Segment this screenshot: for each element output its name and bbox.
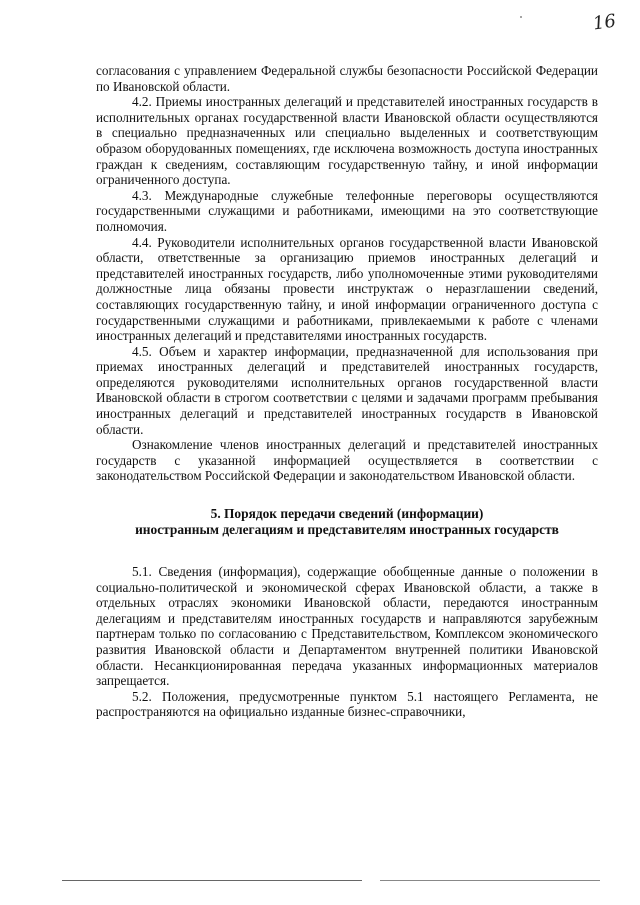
paragraph-4-5: 4.5. Объем и характер информации, предназначенной для использования при приемах иностранных делегаций и представителей иностранных государств, определяются руководителями исполнительных органов государственной власти Ивановской области в строгом соответствии с целями и задачами программ пребывания иностранных делегаций и представителей иностранных государств в Ивановской области. xyxy=(96,343,598,437)
section-5-heading-line-2: иностранным делегациям и представителям иностранных государств xyxy=(135,522,559,538)
page-number: 16 xyxy=(591,10,618,35)
paragraph-familiarization: Ознакомление членов иностранных делегаций и представителей иностранных государств с указанной информацией осуществляется в соответствии с законодательством Российской Федерации и законодательством Ивановской области. xyxy=(96,437,598,484)
paragraph-5-2: 5.2. Положения, предусмотренные пунктом 5.1 настоящего Регламента, не распространяются на официально изданные бизнес-справочники, xyxy=(96,688,598,720)
document-body xyxy=(96,63,598,720)
footer-rule-right xyxy=(380,880,600,881)
section-5-heading-line-1: 5. Порядок передачи сведений (информации) xyxy=(210,506,484,522)
section-5-heading xyxy=(96,506,598,538)
paragraph-4-3: 4.3. Международные служебные телефонные переговоры осуществляются государственными служащими и работниками, имеющими на это соответствующие полномочия. xyxy=(96,187,598,234)
scan-speck xyxy=(520,16,522,18)
paragraph-5-1: 5.1. Сведения (информация), содержащие обобщенные данные о положении в социально-политической и экономической сферах Ивановской области, а также в отдельных отраслях экономики Ивановской области, передаются иностранным делегациям и представителям иностранных государств и направляются зарубежным партнерам только по согласованию с Представительством, Комплексом экономического развития Ивановской области и Департаментом внутренней политики Ивановской области. Несанкционированная передача указанных информационных материалов запрещается. xyxy=(96,564,598,689)
footer-rule-left xyxy=(62,880,362,881)
paragraph-continuation: согласования с управлением Федеральной службы безопасности Российской Федерации по Ивановской области. xyxy=(96,63,598,94)
paragraph-4-4: 4.4. Руководители исполнительных органов государственной власти Ивановской области, ответственные за организацию приемов иностранных делегаций и представителей иностранных государств, либо уполномоченные этими руководителями должностные лица обязаны провести инструктаж о неразглашении сведений, составляющих государственную тайну, и иной информации ограниченного доступа с государственными служащими и работниками, привлекаемыми к работе с членами иностранных делегаций и представителями иностранных государств. xyxy=(96,234,598,344)
paragraph-4-2: 4.2. Приемы иностранных делегаций и представителей иностранных государств в исполнительных органах государственной власти Ивановской области осуществляются в специально предназначенных или специально выделенных и соответствующим образом оборудованных помещениях, где исключена возможность доступа иностранных граждан к сведениям, составляющим государственную тайну, и иной информации ограниченного доступа. xyxy=(96,94,598,188)
